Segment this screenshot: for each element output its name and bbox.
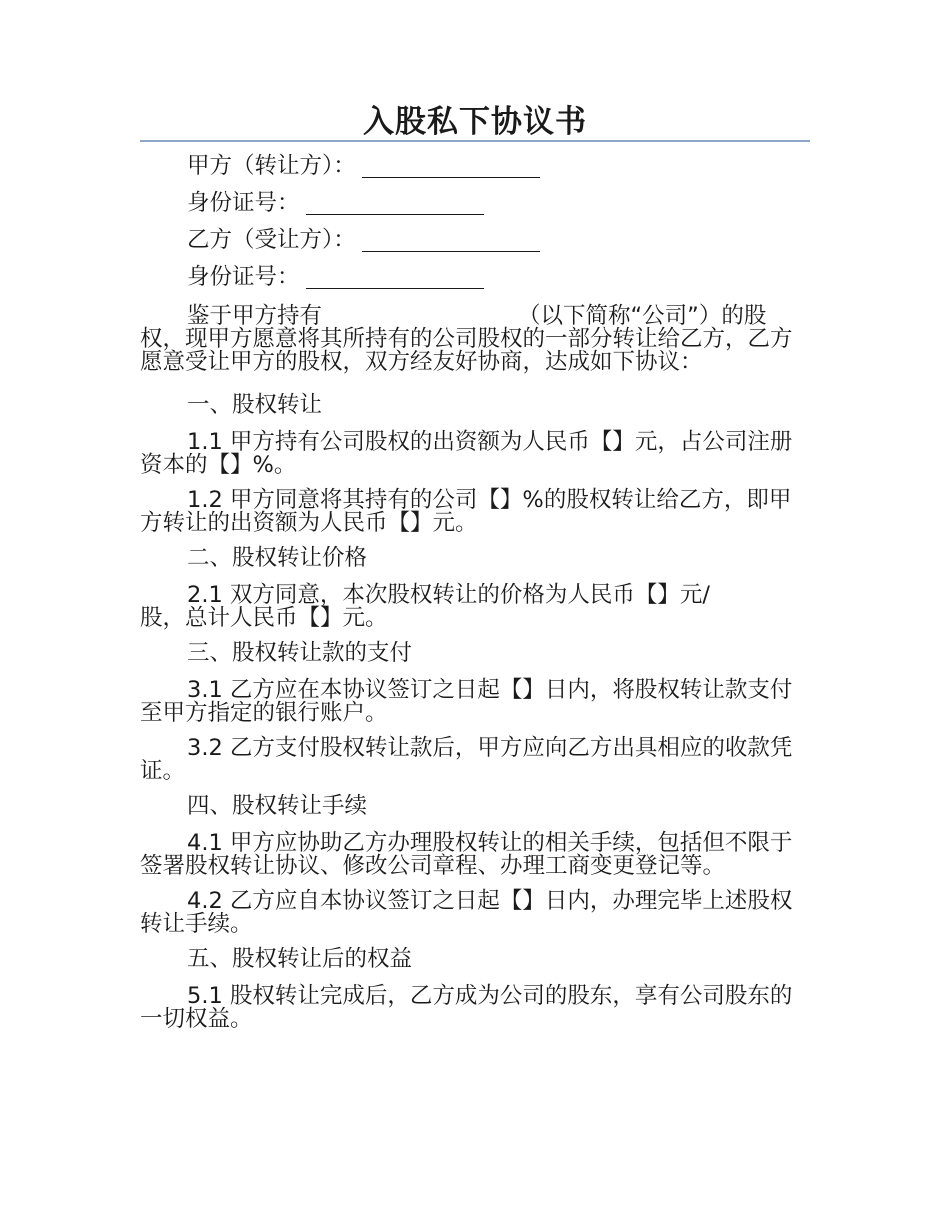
clause: 5.1 股权转让完成后，乙方成为公司的股东，享有公司股东的一切权益。 bbox=[140, 983, 793, 1032]
party-b-id-field bbox=[140, 265, 810, 303]
company-name-blank bbox=[322, 303, 518, 323]
section-heading: 一、股权转让 bbox=[187, 392, 323, 418]
sections bbox=[140, 394, 810, 1031]
title-underline bbox=[140, 140, 810, 142]
document-title: 入股私下协议书 bbox=[363, 104, 587, 140]
party-a-label: 甲方（转让方）： bbox=[187, 153, 356, 179]
section-heading: 五、股权转让后的权益 bbox=[187, 946, 413, 972]
party-a-id-blank bbox=[306, 191, 484, 215]
clause: 3.1 乙方应在本协议签订之日起【】日内，将股权转让款支付至甲方指定的银行账户。 bbox=[140, 677, 793, 726]
party-a-id-label: 身份证号： bbox=[187, 190, 300, 216]
section-heading: 三、股权转让款的支付 bbox=[187, 640, 413, 666]
party-a-id-field bbox=[140, 191, 810, 228]
preamble-start: 鉴于甲方持有 bbox=[187, 303, 323, 329]
preamble-rest: （以下简称“公司”）的股权，现甲方愿意将其所持有的公司股权的一部分转让给乙方，乙方愿意受让甲方的股权，双方经友好协商，达成如下协议： bbox=[140, 303, 793, 375]
clause: 2.1 双方同意，本次股权转让的价格为人民币【】元/股，总计人民币【】元。 bbox=[140, 582, 711, 631]
party-a-blank bbox=[362, 154, 540, 178]
document-body bbox=[140, 154, 810, 1043]
party-b-field bbox=[140, 228, 810, 265]
clause: 1.1 甲方持有公司股权的出资额为人民币【】元，占公司注册资本的【】%。 bbox=[140, 429, 793, 478]
party-b-id-label: 身份证号： bbox=[187, 264, 300, 290]
party-a-field bbox=[140, 154, 810, 191]
preamble bbox=[140, 303, 810, 374]
clause: 4.1 甲方应协助乙方办理股权转让的相关手续，包括但不限于签署股权转让协议、修改公司章程、办理工商变更登记等。 bbox=[140, 830, 793, 879]
clause: 4.2 乙方应自本协议签订之日起【】日内，办理完毕上述股权转让手续。 bbox=[140, 888, 793, 937]
clause: 1.2 甲方同意将其持有的公司【】%的股权转让给乙方，即甲方转让的出资额为人民币【】元。 bbox=[140, 487, 792, 536]
party-b-id-blank bbox=[306, 265, 484, 289]
clause: 3.2 乙方支付股权转让款后，甲方应向乙方出具相应的收款凭证。 bbox=[140, 735, 793, 784]
section-heading: 二、股权转让价格 bbox=[187, 545, 368, 571]
section-heading: 四、股权转让手续 bbox=[187, 793, 368, 819]
party-b-blank bbox=[362, 228, 540, 252]
party-b-label: 乙方（受让方）： bbox=[187, 227, 356, 253]
